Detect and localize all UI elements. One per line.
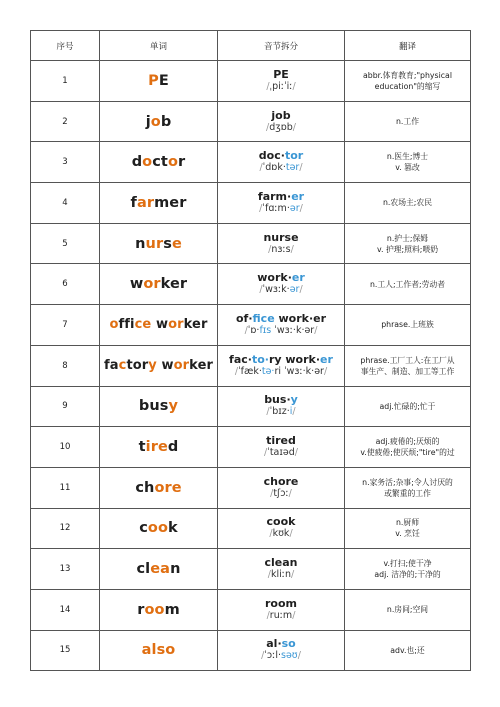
- phonetic-slash: /: [294, 447, 298, 459]
- phonetic-segment: ˈfɑːm·: [262, 202, 290, 214]
- phonetic-text: [218, 488, 344, 500]
- table-row: [31, 142, 471, 183]
- word-segment: o: [142, 154, 153, 171]
- word-cell: [100, 345, 218, 386]
- syllable-segment: er: [291, 271, 305, 285]
- translation-line: education"的缩写: [374, 81, 441, 91]
- word-segment: bus: [138, 398, 169, 415]
- translation-cell: [345, 630, 471, 671]
- translation-line: 或繁重的工作: [384, 488, 431, 498]
- header-syllable: 音节拆分: [218, 31, 345, 61]
- word-text: [100, 317, 217, 332]
- phonetic-segment: ˈɒ·: [247, 324, 260, 336]
- phonetic-slash: /: [299, 162, 303, 174]
- phonetic-slash: /: [261, 650, 265, 662]
- syllable-text: [218, 313, 344, 325]
- word-segment: ct: [152, 154, 168, 171]
- syllable-segment: cook: [266, 515, 296, 529]
- syllable-text: [218, 272, 344, 284]
- translation-line: n.农场主;农民: [382, 198, 433, 208]
- row-number: 5: [31, 223, 100, 264]
- phonetic-slash: /: [297, 650, 301, 662]
- word-segment: ce: [134, 317, 152, 333]
- translation-line: adj.疲倦的;厌烦的: [375, 437, 440, 447]
- word-segment: or: [143, 276, 161, 293]
- word-segment: ker: [183, 317, 208, 333]
- word-text: [100, 398, 217, 414]
- word-segment: f: [130, 194, 137, 211]
- word-text: [100, 276, 217, 292]
- translation-line: v. 篡改: [395, 163, 420, 173]
- syllable-text: [218, 598, 344, 610]
- syllable-cell: [218, 264, 345, 305]
- table-row: [31, 183, 471, 224]
- phonetic-slash: /: [288, 487, 292, 499]
- translation-cell: [345, 223, 471, 264]
- translation-line: adj.忙碌的;忙于: [379, 401, 436, 411]
- word-text: [100, 358, 217, 373]
- row-number: 13: [31, 549, 100, 590]
- syllable-cell: [218, 386, 345, 427]
- phonetic-slash: /: [289, 528, 293, 540]
- phonetic-text: [218, 81, 344, 93]
- phonetic-slash: /: [266, 121, 270, 133]
- table-row: [31, 386, 471, 427]
- table-row: [31, 264, 471, 305]
- word-segment: n: [135, 235, 146, 252]
- phonetic-slash: /: [323, 365, 328, 377]
- word-segment: w: [129, 276, 144, 293]
- translation-line: v. 烹饪: [395, 529, 420, 539]
- table-body: [31, 61, 471, 671]
- syllable-text: [218, 354, 344, 366]
- word-cell: [100, 183, 218, 224]
- table-row: [31, 630, 471, 671]
- phonetic-segment: ˈtaɪəd: [267, 447, 295, 459]
- word-cell: [100, 508, 218, 549]
- word-cell: [100, 386, 218, 427]
- phonetic-slash: /: [266, 80, 270, 92]
- word-cell: [100, 305, 218, 346]
- word-segment: m: [164, 601, 180, 618]
- word-cell: [100, 589, 218, 630]
- header-word: 单词: [100, 31, 218, 61]
- word-segment: or: [173, 358, 190, 374]
- word-segment: c: [118, 358, 127, 374]
- syllable-text: [218, 110, 344, 122]
- word-text: [100, 73, 217, 89]
- phonetic-slash: /: [290, 243, 294, 255]
- word-segment: b: [160, 113, 172, 130]
- phonetic-slash: /: [266, 609, 270, 621]
- syllable-cell: [218, 467, 345, 508]
- phonetic-text: [218, 162, 344, 174]
- syllable-segment: of·: [235, 311, 253, 325]
- row-number: 3: [31, 142, 100, 183]
- word-segment: mer: [154, 194, 187, 211]
- phonetic-text: [218, 528, 344, 540]
- syllable-cell: [218, 305, 345, 346]
- syllable-cell: [218, 427, 345, 468]
- phonetic-segment: ər: [289, 202, 300, 214]
- phonetic-slash: /: [267, 569, 271, 581]
- translation-line: phrase.上班族: [381, 320, 434, 330]
- syllable-text: [218, 476, 344, 488]
- phonetic-slash: /: [259, 162, 263, 174]
- syllable-segment: to·: [251, 352, 269, 366]
- phonetic-segment: ˈwɜː·k·ər: [271, 324, 315, 336]
- phonetic-slash: /: [259, 284, 263, 296]
- word-segment: or: [168, 317, 184, 333]
- phonetic-segment: kʊk: [272, 528, 290, 540]
- word-text: [100, 561, 217, 577]
- phonetic-segment: ˈfæk·: [238, 365, 262, 377]
- translation-cell: [345, 61, 471, 102]
- word-segment: ore: [154, 479, 182, 496]
- word-text: [100, 154, 217, 170]
- row-number: 15: [31, 630, 100, 671]
- word-segment: k: [168, 520, 178, 537]
- syllable-segment: er: [291, 189, 305, 203]
- phonetic-text: [218, 244, 344, 256]
- phonetic-segment: ˌpiːˈiː: [269, 80, 293, 92]
- phonetic-segment: fɪs: [259, 324, 272, 336]
- syllable-segment: nurse: [263, 230, 299, 244]
- translation-line: abbr.体育教育;"physical: [362, 70, 452, 80]
- translation-line: v.打扫;使干净: [383, 559, 432, 569]
- word-text: [100, 195, 217, 211]
- row-number: 9: [31, 386, 100, 427]
- table-row: [31, 427, 471, 468]
- phonetic-segment: ər: [289, 284, 300, 296]
- syllable-text: [218, 557, 344, 569]
- syllable-segment: chore: [263, 474, 299, 488]
- syllable-segment: tor: [284, 149, 304, 163]
- translation-cell: [345, 183, 471, 224]
- word-segment: cl: [136, 561, 151, 578]
- word-cell: [100, 264, 218, 305]
- syllable-cell: [218, 223, 345, 264]
- translation-line: n.家务活;杂事;令人讨厌的: [362, 477, 453, 487]
- translation-cell: [345, 589, 471, 630]
- translation-cell: [345, 264, 471, 305]
- phonetic-slash: /: [269, 528, 273, 540]
- word-text: [100, 480, 217, 496]
- translation-line: n.厨师: [395, 518, 419, 528]
- row-number: 14: [31, 589, 100, 630]
- phonetic-slash: /: [292, 80, 296, 92]
- translation-cell: [345, 427, 471, 468]
- word-segment: ker: [189, 358, 213, 374]
- word-cell: [100, 61, 218, 102]
- phonetic-segment: ˈbɪz·: [269, 406, 290, 418]
- table-row: [31, 467, 471, 508]
- word-segment: fa: [103, 358, 119, 374]
- header-row: [31, 31, 471, 61]
- word-segment: E: [158, 72, 169, 89]
- word-segment: t: [138, 439, 146, 456]
- table-row: [31, 61, 471, 102]
- syllable-text: [218, 232, 344, 244]
- word-segment: ar: [136, 194, 155, 211]
- word-cell: [100, 101, 218, 142]
- word-text: [100, 642, 217, 658]
- phonetic-text: [218, 366, 344, 378]
- word-segment: tor: [126, 358, 149, 374]
- translation-cell: [345, 386, 471, 427]
- header-no: 序号: [31, 31, 100, 61]
- syllable-segment: er: [320, 352, 333, 366]
- translation-line: v. 护理;照料;喂奶: [377, 244, 438, 254]
- word-segment: e: [171, 235, 182, 252]
- word-cell: [100, 223, 218, 264]
- word-text: [100, 114, 217, 130]
- syllable-cell: [218, 142, 345, 183]
- phonetic-slash: /: [292, 609, 296, 621]
- word-segment: ker: [160, 276, 188, 293]
- phonetic-segment: ruːm: [269, 609, 293, 621]
- translation-line: adv.也;还: [390, 645, 425, 655]
- word-segment: ire: [145, 439, 168, 456]
- syllable-cell: [218, 61, 345, 102]
- syllable-cell: [218, 549, 345, 590]
- word-segment: y: [168, 398, 179, 415]
- translation-line: n.护士;保姆: [386, 233, 429, 243]
- phonetic-slash: /: [264, 447, 268, 459]
- translation-line: phrase.工厂工人:在工厂从: [360, 355, 455, 365]
- syllable-segment: room: [264, 596, 297, 610]
- word-segment: P: [148, 72, 159, 89]
- word-segment: d: [131, 154, 143, 171]
- phonetic-slash: /: [292, 121, 296, 133]
- phonetic-text: [218, 650, 344, 662]
- syllable-cell: [218, 183, 345, 224]
- translation-cell: [345, 508, 471, 549]
- table-row: [31, 345, 471, 386]
- phonetic-slash: /: [299, 202, 303, 214]
- translation-line: v.使疲倦;使厌烦;"tire"的过: [360, 448, 455, 458]
- translation-line: n.医生;博士: [386, 152, 429, 162]
- translation-cell: [345, 345, 471, 386]
- word-segment: ffi: [118, 317, 135, 333]
- syllable-cell: [218, 508, 345, 549]
- syllable-cell: [218, 630, 345, 671]
- translation-cell: [345, 142, 471, 183]
- word-segment: w: [156, 358, 174, 374]
- syllable-segment: clean: [264, 556, 298, 570]
- phonetic-segment: kliːn: [270, 569, 291, 581]
- table-row: [31, 508, 471, 549]
- syllable-segment: job: [271, 108, 291, 122]
- word-segment: d: [167, 439, 179, 456]
- table-row: [31, 223, 471, 264]
- row-number: 4: [31, 183, 100, 224]
- translation-line: n.工作: [395, 117, 419, 127]
- phonetic-slash: /: [291, 569, 295, 581]
- phonetic-segment: ˈwɜːk·: [262, 284, 290, 296]
- translation-cell: [345, 305, 471, 346]
- syllable-cell: [218, 345, 345, 386]
- syllable-segment: PE: [273, 67, 289, 81]
- translation-cell: [345, 101, 471, 142]
- syllable-text: [218, 191, 344, 203]
- row-number: 10: [31, 427, 100, 468]
- word-segment: y: [148, 358, 157, 374]
- phonetic-slash: /: [292, 406, 296, 418]
- word-cell: [100, 142, 218, 183]
- phonetic-segment: tə·: [261, 365, 275, 377]
- syllable-text: [218, 435, 344, 447]
- phonetic-text: [218, 406, 344, 418]
- word-segment: ea: [150, 561, 171, 578]
- phonetic-text: [218, 325, 344, 337]
- word-segment: w: [151, 317, 169, 333]
- word-text: [100, 236, 217, 252]
- word-text: [100, 602, 217, 618]
- phonetic-segment: i: [289, 406, 293, 418]
- phonetic-slash: /: [266, 406, 270, 418]
- phonetic-segment: dʒɒb: [269, 121, 293, 133]
- table-row: [31, 101, 471, 142]
- phonetic-segment: ri ˈwɜː·k·ər: [274, 365, 324, 377]
- row-number: 7: [31, 305, 100, 346]
- translation-cell: [345, 467, 471, 508]
- syllable-text: [218, 638, 344, 650]
- syllable-segment: tired: [266, 434, 296, 448]
- translation-line: adj. 洁净的;干净的: [374, 570, 441, 580]
- phonetic-text: [218, 447, 344, 459]
- syllable-segment: so: [281, 637, 296, 651]
- syllable-segment: work·: [257, 271, 292, 285]
- word-text: [100, 520, 217, 536]
- word-segment: oo: [147, 520, 169, 537]
- syllable-cell: [218, 589, 345, 630]
- syllable-segment: fice: [252, 311, 275, 325]
- phonetic-text: [218, 284, 344, 296]
- syllable-segment: doc·: [258, 149, 285, 163]
- syllable-segment: farm·: [257, 189, 292, 203]
- syllable-text: [218, 516, 344, 528]
- phonetic-text: [218, 122, 344, 134]
- syllable-segment: al·: [266, 637, 282, 651]
- phonetic-segment: tər: [285, 162, 300, 174]
- header-translation: 翻译: [345, 31, 471, 61]
- translation-cell: [345, 549, 471, 590]
- phonetic-slash: /: [244, 324, 248, 336]
- word-segment: s: [163, 235, 172, 252]
- phonetic-slash: /: [268, 243, 272, 255]
- translation-line: n.房间;空间: [386, 605, 429, 615]
- word-segment: o: [109, 317, 119, 333]
- phonetic-segment: səʊ: [281, 650, 298, 662]
- phonetic-segment: ˈdɒk·: [262, 162, 286, 174]
- word-cell: [100, 427, 218, 468]
- phonetic-slash: /: [234, 365, 239, 377]
- word-cell: [100, 630, 218, 671]
- syllable-segment: bus·: [264, 393, 291, 407]
- syllable-text: [218, 69, 344, 81]
- word-segment: r: [178, 154, 186, 171]
- syllable-text: [218, 150, 344, 162]
- syllable-segment: y: [290, 393, 298, 407]
- phonetic-segment: nɜːs: [271, 243, 291, 255]
- word-segment: o: [167, 154, 179, 171]
- table-row: [31, 549, 471, 590]
- word-cell: [100, 549, 218, 590]
- phonetic-text: [218, 569, 344, 581]
- word-segment: c: [139, 520, 148, 537]
- phonetic-segment: ˈɔːl·: [264, 650, 282, 662]
- syllable-cell: [218, 101, 345, 142]
- word-segment: j: [145, 113, 151, 130]
- phonetic-slash: /: [259, 202, 263, 214]
- translation-line: 事生产、制造、加工等工作: [360, 366, 455, 376]
- table-row: [31, 305, 471, 346]
- syllable-segment: ry work·: [268, 352, 321, 366]
- phonetic-text: [218, 203, 344, 215]
- word-segment: also: [141, 642, 176, 659]
- word-cell: [100, 467, 218, 508]
- row-number: 6: [31, 264, 100, 305]
- row-number: 8: [31, 345, 100, 386]
- phonetic-slash: /: [299, 284, 303, 296]
- row-number: 11: [31, 467, 100, 508]
- syllable-segment: fac·: [229, 352, 252, 366]
- phonetic-slash: /: [270, 487, 274, 499]
- row-number: 12: [31, 508, 100, 549]
- phonetic-slash: /: [314, 324, 318, 336]
- word-text: [100, 439, 217, 455]
- syllable-segment: work·er: [274, 311, 327, 325]
- syllable-text: [218, 394, 344, 406]
- word-segment: r: [137, 601, 145, 618]
- table-row: [31, 589, 471, 630]
- word-segment: n: [170, 561, 181, 578]
- word-segment: oo: [144, 601, 165, 618]
- word-segment: o: [150, 113, 161, 130]
- word-segment: ur: [145, 235, 164, 252]
- translation-line: n.工人;工作者;劳动者: [369, 279, 446, 289]
- vocabulary-table: [30, 30, 471, 671]
- phonetic-segment: tʃɔː: [273, 487, 289, 499]
- row-number: 1: [31, 61, 100, 102]
- phonetic-text: [218, 610, 344, 622]
- word-segment: ch: [135, 479, 155, 496]
- row-number: 2: [31, 101, 100, 142]
